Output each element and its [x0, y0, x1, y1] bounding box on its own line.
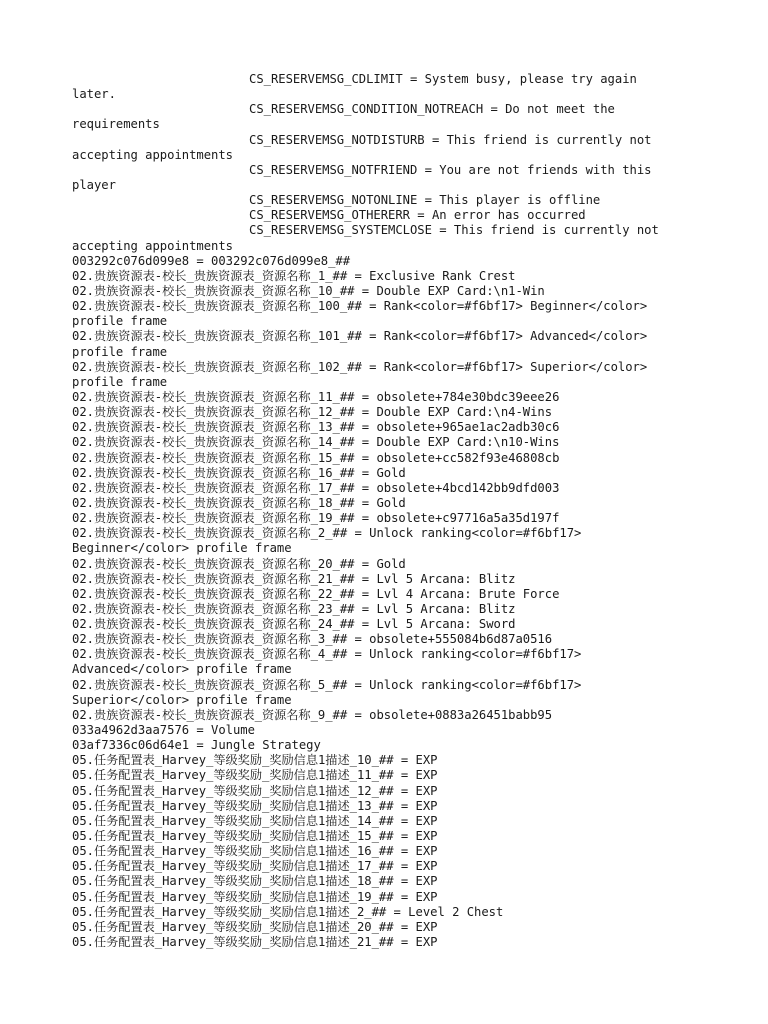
text-line: 02.贵族资源表-校长_贵族资源表_资源名称_14_## = Double EXP Card:\n10-Wins [72, 435, 560, 450]
text-line: 05.任务配置表_Harvey_等级奖励_奖励信息1描述_14_## = EXP [72, 813, 438, 828]
text-line: 05.任务配置表_Harvey_等级奖励_奖励信息1描述_10_## = EXP [72, 753, 438, 768]
text-line: 05.任务配置表_Harvey_等级奖励_奖励信息1描述_12_## = EXP [72, 783, 438, 798]
text-line: 02.贵族资源表-校长_贵族资源表_资源名称_3_## = obsolete+555084b6d87a0516 [72, 632, 553, 647]
text-line: 03af7336c06d64e1 = Jungle Strategy [72, 738, 321, 753]
text-line: 02.贵族资源表-校长_贵族资源表_资源名称_5_## = Unlock ranking<color=#f6bf17> [72, 677, 582, 692]
document-text [72, 72, 682, 950]
text-line: CS_RESERVEMSG_OTHERERR = An error has occurred [249, 208, 586, 223]
text-line: 02.贵族资源表-校长_贵族资源表_资源名称_22_## = Lvl 4 Arcana: Brute Force [72, 586, 560, 601]
text-line: 05.任务配置表_Harvey_等级奖励_奖励信息1描述_13_## = EXP [72, 798, 438, 813]
text-line: 05.任务配置表_Harvey_等级奖励_奖励信息1描述_15_## = EXP [72, 829, 438, 844]
text-line: 02.贵族资源表-校长_贵族资源表_资源名称_13_## = obsolete+965ae1ac2adb30c6 [72, 420, 560, 435]
text-line: 033a4962d3aa7576 = Volume [72, 723, 255, 738]
text-line: profile frame [72, 344, 168, 359]
text-line: 02.贵族资源表-校长_贵族资源表_资源名称_12_## = Double EXP Card:\n4-Wins [72, 405, 553, 420]
text-line: 05.任务配置表_Harvey_等级奖励_奖励信息1描述_11_## = EXP [72, 768, 438, 783]
text-line: 02.贵族资源表-校长_贵族资源表_资源名称_2_## = Unlock ranking<color=#f6bf17> [72, 526, 582, 541]
text-line: Superior</color> profile frame [72, 692, 292, 707]
text-line: accepting appointments [72, 147, 233, 162]
text-line: 05.任务配置表_Harvey_等级奖励_奖励信息1描述_2_## = Level 2 Chest [72, 904, 504, 919]
text-line: CS_RESERVEMSG_CONDITION_NOTREACH = Do not meet the [249, 102, 615, 117]
text-line: 05.任务配置表_Harvey_等级奖励_奖励信息1描述_19_## = EXP [72, 889, 438, 904]
text-line: 003292c076d099e8 = 003292c076d099e8_## [72, 253, 351, 268]
text-line: 05.任务配置表_Harvey_等级奖励_奖励信息1描述_17_## = EXP [72, 859, 438, 874]
text-line: 02.贵族资源表-校长_贵族资源表_资源名称_18_## = Gold [72, 495, 406, 510]
text-line: 02.贵族资源表-校长_贵族资源表_资源名称_15_## = obsolete+cc582f93e46808cb [72, 450, 560, 465]
text-line: requirements [72, 117, 160, 132]
text-line: player [72, 177, 116, 192]
text-line: CS_RESERVEMSG_SYSTEMCLOSE = This friend is currently not [249, 223, 659, 238]
text-line: profile frame [72, 314, 168, 329]
text-line: 05.任务配置表_Harvey_等级奖励_奖励信息1描述_16_## = EXP [72, 844, 438, 859]
text-line: CS_RESERVEMSG_CDLIMIT = System busy, please try again [249, 72, 637, 86]
text-line: 02.贵族资源表-校长_贵族资源表_资源名称_24_## = Lvl 5 Arcana: Sword [72, 617, 516, 632]
text-line: 02.贵族资源表-校长_贵族资源表_资源名称_21_## = Lvl 5 Arcana: Blitz [72, 571, 516, 586]
text-line: 02.贵族资源表-校长_贵族资源表_资源名称_19_## = obsolete+c97716a5a35d197f [72, 511, 560, 526]
text-line: 05.任务配置表_Harvey_等级奖励_奖励信息1描述_18_## = EXP [72, 874, 438, 889]
text-line: 02.贵族资源表-校长_贵族资源表_资源名称_16_## = Gold [72, 465, 406, 480]
text-line: CS_RESERVEMSG_NOTFRIEND = You are not friends with this [249, 162, 652, 177]
text-line: profile frame [72, 374, 168, 389]
text-line: 02.贵族资源表-校长_贵族资源表_资源名称_23_## = Lvl 5 Arcana: Blitz [72, 601, 516, 616]
text-line: 02.贵族资源表-校长_贵族资源表_资源名称_1_## = Exclusive Rank Crest [72, 268, 516, 283]
text-line: 02.贵族资源表-校长_贵族资源表_资源名称_4_## = Unlock ranking<color=#f6bf17> [72, 647, 582, 662]
text-line: 02.贵族资源表-校长_贵族资源表_资源名称_101_## = Rank<color=#f6bf17> Advanced</color> [72, 329, 648, 344]
text-line: accepting appointments [72, 238, 233, 253]
text-line: 05.任务配置表_Harvey_等级奖励_奖励信息1描述_21_## = EXP [72, 935, 438, 950]
text-line: 02.贵族资源表-校长_贵族资源表_资源名称_11_## = obsolete+784e30bdc39eee26 [72, 389, 560, 404]
text-line: CS_RESERVEMSG_NOTDISTURB = This friend is currently not [249, 132, 652, 147]
text-line: 02.贵族资源表-校长_贵族资源表_资源名称_10_## = Double EXP Card:\n1-Win [72, 283, 545, 298]
text-line: 05.任务配置表_Harvey_等级奖励_奖励信息1描述_20_## = EXP [72, 919, 438, 934]
text-line: 02.贵族资源表-校长_贵族资源表_资源名称_102_## = Rank<color=#f6bf17> Superior</color> [72, 359, 648, 374]
text-line: 02.贵族资源表-校长_贵族资源表_资源名称_17_## = obsolete+4bcd142bb9dfd003 [72, 480, 560, 495]
text-line: 02.贵族资源表-校长_贵族资源表_资源名称_100_## = Rank<color=#f6bf17> Beginner</color> [72, 299, 648, 314]
text-line: CS_RESERVEMSG_NOTONLINE = This player is offline [249, 193, 601, 208]
text-line: 02.贵族资源表-校长_贵族资源表_资源名称_20_## = Gold [72, 556, 406, 571]
text-line: Advanced</color> profile frame [72, 662, 292, 677]
text-line: Beginner</color> profile frame [72, 541, 292, 556]
text-line: 02.贵族资源表-校长_贵族资源表_资源名称_9_## = obsolete+0883a26451babb95 [72, 707, 553, 722]
text-line: later. [72, 87, 116, 102]
